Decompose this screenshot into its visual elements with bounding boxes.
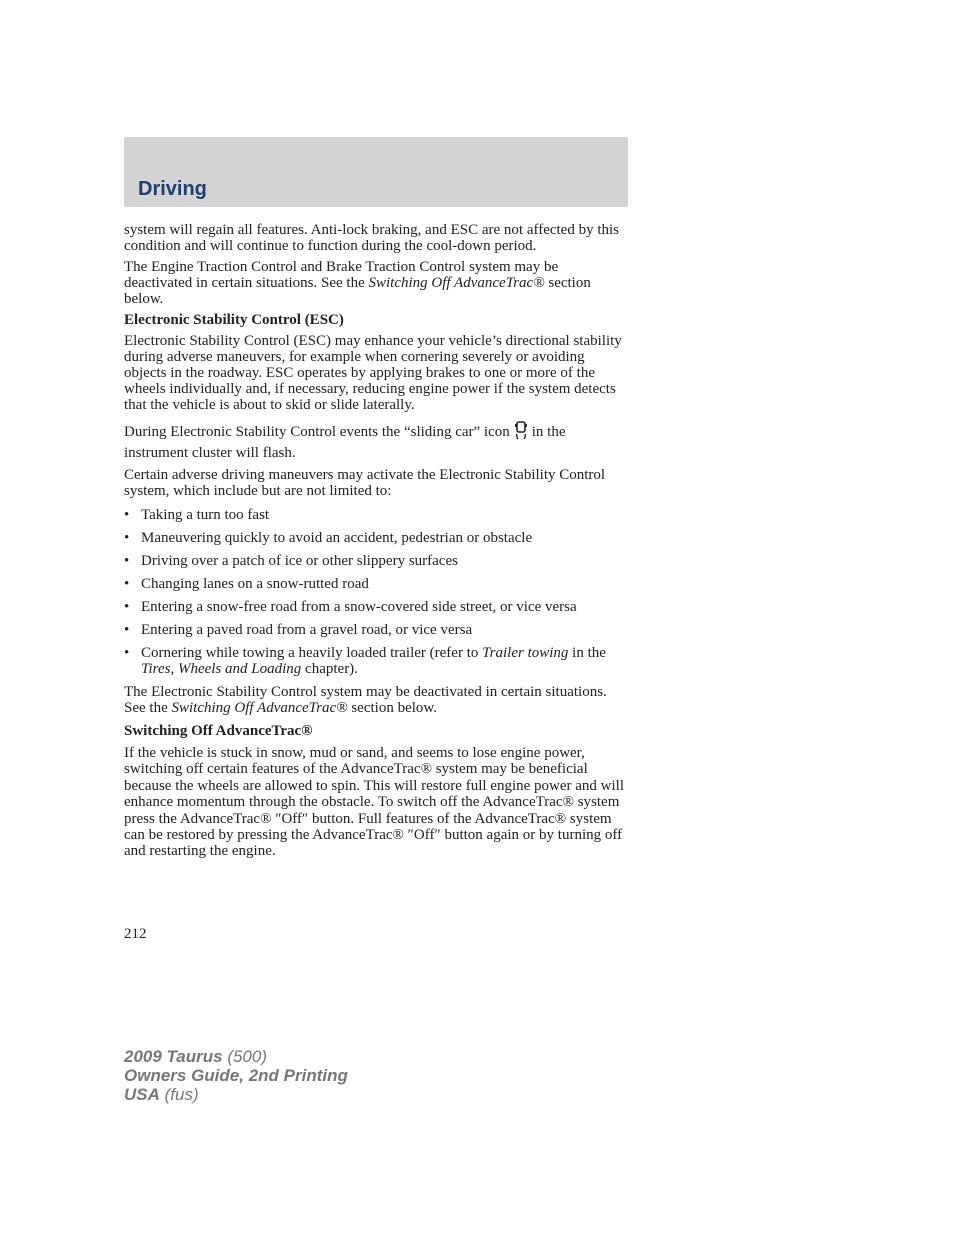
bullet: •: [124, 507, 130, 523]
page-content: [124, 222, 628, 865]
cross-reference: Switching Off AdvanceTrac®: [171, 700, 348, 716]
text-span: The Engine Traction Control and Brake Traction Control system may be deactivated in certain situations. See the: [124, 259, 559, 291]
heading-switching-off: Switching Off AdvanceTrac®: [124, 723, 313, 739]
footer-line: [124, 1066, 348, 1085]
paragraph-maneuvers: Certain adverse driving maneuvers may activate the Electronic Stability Control system, which include but are not limited to:: [124, 467, 606, 499]
list-item: [124, 599, 628, 615]
maneuver-list: [124, 507, 628, 677]
paragraph-traction-control: [124, 259, 628, 307]
footer-model: 2009 Taurus: [124, 1047, 223, 1066]
paragraph-esc-description: Electronic Stability Control (ESC) may enhance your vehicle’s directional stability during adverse maneuvers, for example when cornering severely or avoiding objects in the roadway. ESC operates by applying brakes to one or more of the wheels individually and, if necessary, reducing engine power if the system detects that the vehicle is about to skid or slide laterally.: [124, 333, 622, 413]
paragraph-sliding-car: [124, 421, 628, 461]
cross-reference: Trailer towing: [482, 645, 569, 661]
bullet: •: [124, 599, 130, 615]
paragraph-regain: system will regain all features. Anti-lock braking, and ESC are not affected by this condition and will continue to function during the cool-down period.: [124, 222, 620, 254]
text-span: section below.: [124, 275, 591, 307]
footer-guide: Owners Guide, 2nd Printing: [124, 1066, 348, 1085]
list-item: [124, 530, 628, 546]
text-span: Cornering while towing a heavily loaded trailer (refer to: [141, 645, 483, 661]
list-item-text: Maneuvering quickly to avoid an accident, pedestrian or obstacle: [141, 530, 533, 546]
text-span: in the: [568, 645, 606, 661]
bullet: •: [124, 576, 130, 592]
sliding-car-icon: [515, 421, 527, 445]
footer-line: [124, 1085, 348, 1104]
heading-esc: Electronic Stability Control (ESC): [124, 312, 344, 328]
bullet: •: [124, 645, 130, 661]
list-item: [124, 553, 628, 569]
footer-market-code: (fus): [159, 1085, 199, 1104]
text-span: During Electronic Stability Control events the “sliding car” icon: [124, 424, 510, 440]
list-item-text: Entering a snow-free road from a snow-covered side street, or vice versa: [141, 599, 577, 615]
text-span: The Electronic Stability Control system may be deactivated in certain situations. See the: [124, 684, 607, 716]
text-span: chapter).: [301, 661, 358, 677]
list-item-text: Taking a turn too fast: [141, 507, 270, 523]
list-item-text: Driving over a patch of ice or other slippery surfaces: [141, 553, 458, 569]
text-span: in the instrument cluster will flash.: [124, 424, 566, 461]
list-item: [124, 645, 628, 677]
paragraph-esc-deactivated: [124, 684, 628, 716]
document-footer: [124, 1047, 348, 1104]
footer-line: [124, 1047, 348, 1066]
list-item: [124, 576, 628, 592]
cross-reference: Tires, Wheels and Loading: [141, 661, 302, 677]
list-item: [124, 507, 628, 523]
bullet: •: [124, 622, 130, 638]
list-item-text: Changing lanes on a snow-rutted road: [141, 576, 369, 592]
text-span: section below.: [347, 700, 438, 716]
footer-market: USA: [124, 1085, 160, 1104]
paragraph-switching-off: If the vehicle is stuck in snow, mud or sand, and seems to lose engine power, switching off certain features of the AdvanceTrac® system may be beneficial because the wheels are allowed to spin. This will restore full engine power and will enhance momentum through the obstacle. To switch off the AdvanceTrac® system press the AdvanceTrac® ″Off″ button. Full features of the AdvanceTrac® system can be restored by pressing the AdvanceTrac® ″Off″ button again or by turning off and restarting the engine.: [124, 745, 624, 860]
page-number: 212: [124, 926, 147, 942]
bullet: •: [124, 530, 130, 546]
chapter-header: [124, 137, 628, 207]
footer-model-code: (500): [222, 1047, 268, 1066]
bullet: •: [124, 553, 130, 569]
chapter-title: Driving: [138, 178, 207, 200]
list-item: [124, 622, 628, 638]
list-item-text: Entering a paved road from a gravel road, or vice versa: [141, 622, 473, 638]
cross-reference: Switching Off AdvanceTrac®: [368, 275, 545, 291]
